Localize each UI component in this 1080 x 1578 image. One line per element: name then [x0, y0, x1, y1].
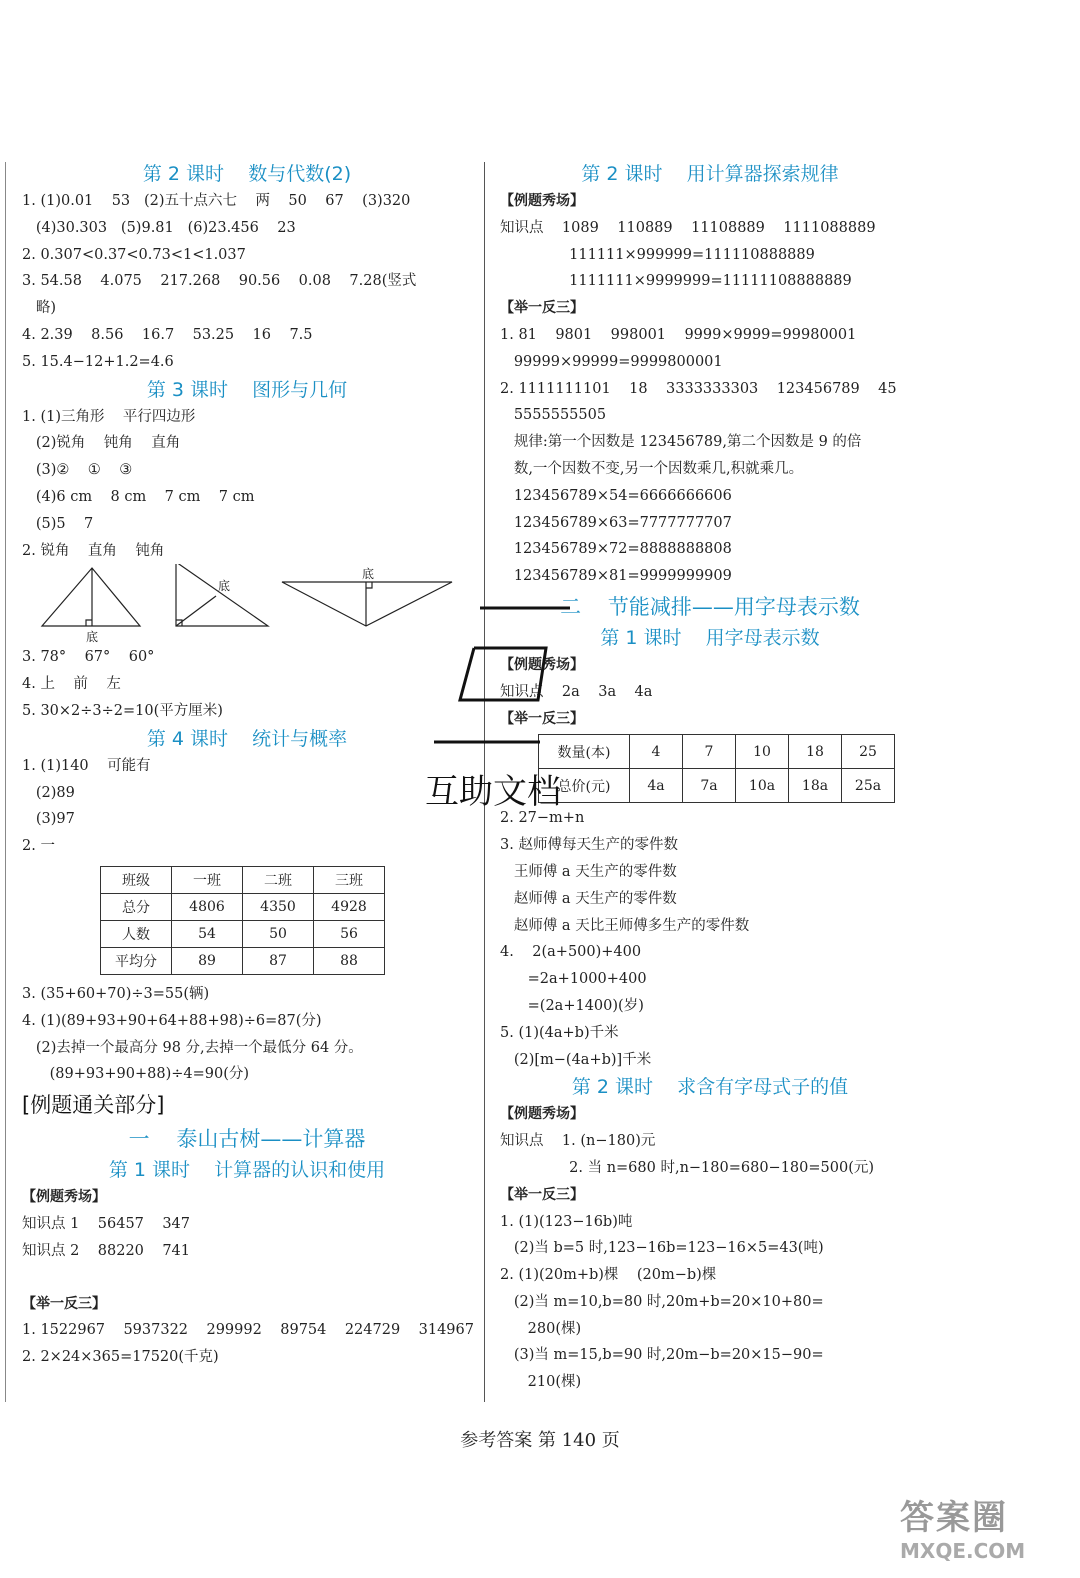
right-triangle: [176, 564, 268, 626]
answer-line: 123456789×72=8888888808: [500, 541, 732, 558]
site-logo: [900, 1490, 1050, 1570]
answer-line: (4)30.303 (5)9.81 (6)23.456 23: [22, 219, 296, 236]
answer-line: 5. 30×2÷3÷2=10(平方厘米): [22, 702, 223, 719]
answer-line: 4. (1)(89+93+90+64+88+98)÷6=87(分): [22, 1012, 322, 1029]
table-cell: 25a: [842, 769, 895, 803]
answer-line: =2a+1000+400: [500, 971, 647, 988]
answer-line: (3)② ① ③: [22, 462, 133, 479]
table-cell: 89: [172, 947, 243, 974]
answer-line: 数,一个因数不变,另一个因数乘几,积就乘几。: [500, 460, 804, 477]
answer-line: 1. (1)(123−16b)吨: [500, 1213, 633, 1230]
answer-line: 2. (1)(20m+b)棵 (20m−b)棵: [500, 1267, 717, 1284]
page-footer: 参考答案 第 140 页: [460, 1430, 620, 1451]
logo-main: 答案圈: [900, 1498, 1008, 1538]
table-row: [101, 920, 385, 947]
table-cell: 4928: [314, 893, 385, 920]
table-row: [101, 893, 385, 920]
table-cell: 班级: [101, 866, 172, 893]
answer-line: 2. 锐角 直角 钝角: [22, 542, 165, 559]
shape-label-base-2: 底: [218, 579, 231, 594]
answer-line: 王师傅 a 天生产的零件数: [500, 863, 677, 880]
answer-line: 1. (1)0.01 53 (2)五十点六七 两 50 67 (3)320: [22, 193, 411, 209]
answer-line: 210(棵): [500, 1374, 582, 1391]
table-cell: 18: [789, 735, 842, 769]
table-cell: 三班: [314, 866, 385, 893]
answer-line: (3)当 m=15,b=90 时,20m−b=20×15−90=: [500, 1347, 824, 1364]
answer-line: 1. 1522967 5937322 299992 89754 224729 314967: [22, 1322, 474, 1339]
table-cell: 人数: [101, 920, 172, 947]
quantity-price-table: [538, 734, 895, 803]
answer-line: (2)去掉一个最高分 98 分,去掉一个最低分 64 分。: [22, 1039, 363, 1056]
answer-line: 5. (1)(4a+b)千米: [500, 1024, 619, 1041]
table-cell: 18a: [789, 769, 842, 803]
logo-url: MXQE.COM: [900, 1539, 1026, 1563]
letters2-answers-2: [500, 1209, 920, 1397]
letters1-answers-2: [500, 805, 920, 1073]
answer-line: 2. 27−m+n: [500, 810, 585, 827]
geometry-answers: [22, 404, 472, 565]
answer-line: (89+93+90+88)÷4=90(分): [22, 1066, 250, 1083]
table-cell: 数量(本): [539, 735, 630, 769]
answer-line: (2)当 b=5 时,123−16b=123−16×5=43(吨): [500, 1240, 824, 1257]
answer-line: 赵师傅 a 天比王师傅多生产的零件数: [500, 917, 750, 934]
table-row: [539, 735, 895, 769]
answer-line: 1. (1)三角形 平行四边形: [22, 408, 196, 425]
answer-line: 知识点 1. (n−180)元: [500, 1133, 656, 1150]
table-row: [101, 947, 385, 974]
letters2-answers: [500, 1128, 920, 1182]
answer-line: 123456789×81=9999999909: [500, 568, 732, 585]
stats-answers-2: [22, 981, 472, 1088]
answer-line: 知识点 1 56457 347: [22, 1215, 191, 1232]
calc1-answers: [22, 1211, 472, 1265]
answer-line: 2. 2×24×365=17520(千克): [22, 1349, 219, 1366]
class-score-table: [100, 866, 385, 975]
answer-line: 4. 2.39 8.56 16.7 53.25 16 7.5: [22, 326, 313, 343]
answer-line: 2. 一: [22, 838, 55, 855]
calc1-answers-2: [22, 1317, 472, 1371]
table-cell: 50: [243, 920, 314, 947]
answer-line: (5)5 7: [22, 515, 94, 532]
shape-label-base-1: 底: [86, 630, 99, 645]
answer-line: (4)6 cm 8 cm 7 cm 7 cm: [22, 488, 255, 505]
answer-line: 知识点 2a 3a 4a: [500, 683, 653, 700]
answer-line: 111111×999999=111110888889: [500, 246, 815, 263]
heading-stats: 第 4 课时 统计与概率: [146, 727, 348, 750]
tag-example-r3: 【例题秀场】: [500, 1106, 584, 1123]
answer-line: (2)锐角 钝角 直角: [22, 435, 181, 452]
table-cell: 87: [243, 947, 314, 974]
heading-calculator-1: 第 1 课时 计算器的认识和使用: [108, 1159, 386, 1182]
answer-line: 2. 1111111101 18 3333333303 123456789 45: [500, 380, 897, 397]
table-cell: 总价(元): [539, 769, 630, 803]
answer-line: (2)89: [22, 784, 75, 801]
heading-unit-2: 二 节能减排——用字母表示数: [560, 594, 860, 619]
table-cell: 54: [172, 920, 243, 947]
answer-line: 知识点 1089 110889 11108889 1111088889: [500, 219, 876, 236]
table-cell: 7: [683, 735, 736, 769]
heading-unit-1: 一 泰山古树——计算器: [128, 1127, 366, 1152]
heading-geometry: 第 3 课时 图形与几何: [146, 378, 348, 401]
stats-answers: [22, 753, 472, 860]
heading-letters-2: 第 2 课时 求含有字母式子的值: [571, 1076, 849, 1099]
calc2-answers-2: [500, 322, 920, 590]
answer-line: 1111111×9999999=11111108888889: [500, 273, 852, 290]
answer-line: (2)[m−(4a+b)]千米: [500, 1051, 652, 1068]
tag-example-r2: 【例题秀场】: [500, 656, 584, 673]
answer-line: 5. 15.4−12+1.2=4.6: [22, 353, 174, 370]
tag-example: 【例题秀场】: [22, 1189, 106, 1206]
answer-line: (3)97: [22, 811, 75, 828]
table-cell: 一班: [172, 866, 243, 893]
table-cell: 88: [314, 947, 385, 974]
tag-practice-r3: 【举一反三】: [500, 1186, 584, 1203]
answer-line: 2. 0.307<0.37<0.73<1<1.037: [22, 246, 246, 263]
calc2-answers: [500, 215, 920, 295]
section-bracket-title: [例题通关部分]: [22, 1093, 165, 1118]
table-cell: 10a: [736, 769, 789, 803]
table-cell: 25: [842, 735, 895, 769]
algebra-answers: [22, 188, 472, 376]
answer-line: 4. 上 前 左: [22, 676, 121, 693]
tag-practice-r2: 【举一反三】: [500, 710, 584, 727]
answer-line: 3. 78° 67° 60°: [22, 649, 155, 666]
heading-letters-1: 第 1 课时 用字母表示数: [600, 626, 820, 649]
answer-line: 3. 54.58 4.075 217.268 90.56 0.08 7.28(竖式: [22, 273, 417, 290]
acute-triangle: [42, 568, 140, 626]
table-cell: 4: [630, 735, 683, 769]
answer-line: 280(棵): [500, 1320, 582, 1337]
answer-line: 4. 2(a+500)+400: [500, 944, 642, 961]
table-cell: 二班: [243, 866, 314, 893]
answer-line: 1. (1)140 可能有: [22, 757, 151, 774]
answer-line: 赵师傅 a 天生产的零件数: [500, 890, 677, 907]
answer-line: 略): [22, 300, 56, 317]
tag-example-r1: 【例题秀场】: [500, 193, 584, 209]
table-cell: 4806: [172, 893, 243, 920]
table-cell: 4a: [630, 769, 683, 803]
shape-label-base-3: 底: [362, 567, 375, 582]
left-margin-rule: [5, 162, 6, 1402]
answer-line: 123456789×54=6666666606: [500, 487, 732, 504]
table-row: [101, 866, 385, 893]
tag-practice: 【举一反三】: [22, 1295, 106, 1312]
answer-line: 123456789×63=7777777707: [500, 514, 732, 531]
watermark-text: 互助文档: [425, 772, 561, 812]
table-cell: 平均分: [101, 947, 172, 974]
right-column: [500, 160, 920, 1396]
watermark-stroke: [430, 604, 580, 744]
answer-line: 3. 赵师傅每天生产的零件数: [500, 837, 678, 854]
answer-line: 1. 81 9801 998001 9999×9999=99980001: [500, 326, 857, 343]
triangle-figures: [22, 564, 472, 644]
tag-practice-r1: 【举一反三】: [500, 300, 584, 317]
answer-line: 规律:第一个因数是 123456789,第二个因数是 9 的倍: [500, 434, 862, 451]
answer-line: 5555555505: [500, 407, 607, 424]
heading-algebra: 第 2 课时 数与代数(2): [142, 163, 352, 185]
answer-line: 2. 当 n=680 时,n−180=680−180=500(元): [500, 1159, 875, 1176]
triangle-drawings: [22, 564, 462, 644]
table-cell: 10: [736, 735, 789, 769]
answer-line: (2)当 m=10,b=80 时,20m+b=20×10+80=: [500, 1293, 824, 1310]
answer-line: 知识点 2 88220 741: [22, 1242, 191, 1259]
left-column: [22, 160, 472, 1371]
geometry-answers-2: [22, 644, 472, 724]
heading-calculator-2: 第 2 课时 用计算器探索规律: [581, 163, 839, 185]
table-cell: 总分: [101, 893, 172, 920]
answer-line: =(2a+1400)(岁): [500, 997, 644, 1014]
answer-line: 99999×99999=9999800001: [500, 353, 723, 370]
table-cell: 7a: [683, 769, 736, 803]
table-cell: 56: [314, 920, 385, 947]
table-row: [539, 769, 895, 803]
table-cell: 4350: [243, 893, 314, 920]
answer-line: 3. (35+60+70)÷3=55(辆): [22, 985, 210, 1002]
